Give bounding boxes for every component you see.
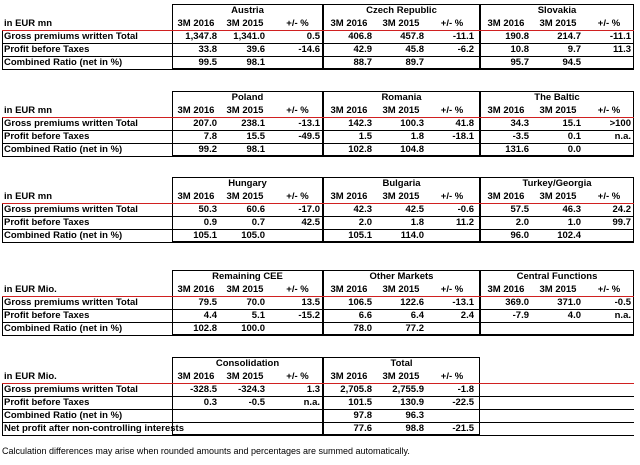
table-cell: 105.0 xyxy=(241,230,265,241)
table-cell: 102.4 xyxy=(557,230,581,241)
region-box xyxy=(480,270,634,335)
column-header: +/- % xyxy=(440,284,464,295)
grid-line xyxy=(2,156,634,157)
grid-line xyxy=(2,143,634,144)
table-cell: 78.0 xyxy=(353,323,372,334)
unit-label: in EUR mn xyxy=(4,191,53,202)
table-cell: 45.8 xyxy=(405,44,424,55)
table-cell: 131.6 xyxy=(505,144,529,155)
row-label: Combined Ratio (net in %) xyxy=(4,230,123,241)
table-cell: 0.1 xyxy=(567,131,581,142)
grid-line xyxy=(2,242,634,243)
table-cell: 60.6 xyxy=(246,204,265,215)
table-cell: 190.8 xyxy=(505,31,529,42)
column-header: +/- % xyxy=(286,105,309,116)
table-cell: 99.7 xyxy=(612,217,631,228)
row-label: Gross premiums written Total xyxy=(4,384,138,395)
column-header: 3M 2015 xyxy=(382,284,420,295)
column-header: +/- % xyxy=(597,105,621,116)
table-cell: 102.8 xyxy=(348,144,372,155)
table-cell: 99.5 xyxy=(198,57,217,68)
table-cell: 371.0 xyxy=(557,297,581,308)
column-header: +/- % xyxy=(440,191,464,202)
region-title: Austria xyxy=(231,5,264,16)
region-box xyxy=(323,91,480,156)
table-cell: n.a. xyxy=(614,310,631,321)
region-box xyxy=(323,270,480,335)
table-cell: 39.6 xyxy=(246,44,265,55)
column-header: +/- % xyxy=(597,191,621,202)
table-cell: 100.3 xyxy=(400,118,424,129)
region-title: Consolidation xyxy=(215,358,280,369)
table-cell: 9.7 xyxy=(567,44,581,55)
table-cell: -15.2 xyxy=(298,310,320,321)
table-cell: 0.9 xyxy=(203,217,217,228)
table-cell: 130.9 xyxy=(400,397,424,408)
header-underline xyxy=(2,203,634,204)
table-cell: -324.3 xyxy=(238,384,265,395)
column-header: 3M 2015 xyxy=(382,191,420,202)
grid-line xyxy=(2,435,634,436)
table-cell: n.a. xyxy=(303,397,320,408)
table-cell: 100.0 xyxy=(241,323,265,334)
column-header: 3M 2016 xyxy=(487,18,525,29)
table-block xyxy=(2,357,634,435)
column-header: 3M 2016 xyxy=(177,284,215,295)
column-header: 3M 2015 xyxy=(226,371,264,382)
table-cell: 96.0 xyxy=(510,230,529,241)
table-cell: 57.5 xyxy=(510,204,529,215)
column-header: 3M 2015 xyxy=(226,191,264,202)
grid-line xyxy=(2,396,634,397)
column-header: 3M 2015 xyxy=(226,105,264,116)
column-header: 3M 2015 xyxy=(226,18,264,29)
column-header: 3M 2015 xyxy=(539,105,577,116)
table-cell: -6.2 xyxy=(457,44,474,55)
column-header: 3M 2016 xyxy=(330,191,368,202)
table-cell: 0.0 xyxy=(567,144,581,155)
table-cell: 0.5 xyxy=(306,31,320,42)
table-cell: 42.9 xyxy=(353,44,372,55)
region-box xyxy=(480,91,634,156)
table-cell: 46.3 xyxy=(562,204,581,215)
region-box xyxy=(172,177,323,242)
table-cell: 5.1 xyxy=(251,310,265,321)
table-cell: 1,347.8 xyxy=(185,31,217,42)
column-header: +/- % xyxy=(286,284,309,295)
table-cell: -11.1 xyxy=(609,31,631,42)
column-header: 3M 2015 xyxy=(539,284,577,295)
row-label: Gross premiums written Total xyxy=(4,31,138,42)
row-label: Combined Ratio (net in %) xyxy=(4,57,123,68)
table-cell: -21.5 xyxy=(452,423,474,434)
table-cell: -328.5 xyxy=(190,384,217,395)
grid-line xyxy=(2,422,634,423)
grid-line xyxy=(2,229,634,230)
table-cell: 106.5 xyxy=(348,297,372,308)
region-title: Romania xyxy=(381,92,422,103)
region-title: Other Markets xyxy=(369,271,434,282)
table-cell: n.a. xyxy=(614,131,631,142)
column-header: 3M 2016 xyxy=(177,105,215,116)
column-header: +/- % xyxy=(286,18,309,29)
table-cell: 11.3 xyxy=(613,44,631,55)
column-header: 3M 2016 xyxy=(330,284,368,295)
grid-line xyxy=(2,335,634,336)
table-cell: 0.3 xyxy=(203,397,217,408)
table-cell: 2.0 xyxy=(515,217,529,228)
column-header: +/- % xyxy=(597,18,621,29)
table-cell: -14.6 xyxy=(298,44,320,55)
row-label: Profit before Taxes xyxy=(4,44,90,55)
row-label: Net profit after non-controlling interests xyxy=(4,423,184,434)
row-label: Combined Ratio (net in %) xyxy=(4,323,123,334)
column-header: 3M 2015 xyxy=(382,371,420,382)
row-label: Gross premiums written Total xyxy=(4,297,138,308)
table-cell: 114.0 xyxy=(400,230,424,241)
region-title: Central Functions xyxy=(516,271,598,282)
grid-line xyxy=(2,130,634,131)
table-cell: 0.7 xyxy=(251,217,265,228)
region-box xyxy=(323,177,480,242)
table-cell: 98.1 xyxy=(246,144,265,155)
row-label: Gross premiums written Total xyxy=(4,204,138,215)
table-cell: 1.0 xyxy=(567,217,581,228)
grid-line xyxy=(2,296,3,335)
table-cell: 77.6 xyxy=(353,423,372,434)
grid-line xyxy=(2,322,634,323)
region-box xyxy=(172,270,323,335)
column-header: 3M 2015 xyxy=(226,284,264,295)
column-header: +/- % xyxy=(440,371,464,382)
header-underline xyxy=(2,30,634,31)
grid-line xyxy=(2,216,634,217)
column-header: +/- % xyxy=(440,18,464,29)
column-header: 3M 2016 xyxy=(487,284,525,295)
table-cell: 6.6 xyxy=(358,310,372,321)
table-cell: -13.1 xyxy=(452,297,474,308)
table-cell: -1.8 xyxy=(457,384,474,395)
table-cell: 207.0 xyxy=(193,118,217,129)
table-cell: 98.8 xyxy=(405,423,424,434)
table-cell: 142.3 xyxy=(348,118,372,129)
table-cell: 97.8 xyxy=(353,410,372,421)
table-cell: 50.3 xyxy=(198,204,217,215)
table-cell: 406.8 xyxy=(348,31,372,42)
table-cell: 122.6 xyxy=(400,297,424,308)
column-header: +/- % xyxy=(597,284,621,295)
unit-label: in EUR Mio. xyxy=(4,371,57,382)
region-box xyxy=(172,91,323,156)
grid-line xyxy=(2,43,634,44)
table-cell: -18.1 xyxy=(452,131,474,142)
table-block xyxy=(2,270,634,335)
grid-line xyxy=(2,383,3,435)
table-cell: 4.4 xyxy=(203,310,217,321)
row-label: Combined Ratio (net in %) xyxy=(4,410,123,421)
column-header: 3M 2016 xyxy=(487,105,525,116)
table-cell: -0.6 xyxy=(457,204,474,215)
grid-line xyxy=(2,117,3,156)
table-cell: -11.1 xyxy=(452,31,474,42)
column-header: 3M 2016 xyxy=(330,371,368,382)
table-block xyxy=(2,4,634,69)
table-cell: 96.3 xyxy=(405,410,424,421)
table-cell: 34.3 xyxy=(510,118,529,129)
table-block xyxy=(2,91,634,156)
table-cell: 79.5 xyxy=(198,297,217,308)
table-cell: 1,341.0 xyxy=(233,31,265,42)
table-cell: 2,755.9 xyxy=(392,384,424,395)
table-cell: -0.5 xyxy=(248,397,265,408)
region-title: Remaining CEE xyxy=(212,271,283,282)
region-title: Total xyxy=(390,358,413,369)
row-label: Combined Ratio (net in %) xyxy=(4,144,123,155)
unit-label: in EUR mn xyxy=(4,18,53,29)
table-cell: 33.8 xyxy=(198,44,217,55)
header-underline xyxy=(2,296,634,297)
region-title: Czech Republic xyxy=(366,5,437,16)
table-cell: 105.1 xyxy=(348,230,372,241)
region-box xyxy=(323,4,480,69)
table-cell: 77.2 xyxy=(405,323,424,334)
table-cell: 15.5 xyxy=(246,131,265,142)
table-cell: 24.2 xyxy=(612,204,631,215)
column-header: 3M 2015 xyxy=(539,18,577,29)
table-cell: 41.8 xyxy=(455,118,474,129)
region-box xyxy=(480,4,634,69)
region-title: Slovakia xyxy=(537,5,577,16)
table-cell: 99.2 xyxy=(198,144,217,155)
column-header: +/- % xyxy=(440,105,464,116)
column-header: +/- % xyxy=(286,191,309,202)
row-label: Profit before Taxes xyxy=(4,217,90,228)
table-cell: 15.1 xyxy=(562,118,581,129)
column-header: 3M 2015 xyxy=(382,18,420,29)
column-header: 3M 2016 xyxy=(177,191,215,202)
table-cell: 42.5 xyxy=(405,204,424,215)
table-cell: 6.4 xyxy=(410,310,424,321)
table-cell: 13.5 xyxy=(301,297,320,308)
region-box xyxy=(480,177,634,242)
table-cell: >100 xyxy=(609,118,631,129)
table-cell: 104.8 xyxy=(400,144,424,155)
table-cell: 42.3 xyxy=(353,204,372,215)
table-cell: 11.2 xyxy=(456,217,474,228)
table-cell: 2.0 xyxy=(358,217,372,228)
table-cell: 1.5 xyxy=(358,131,372,142)
table-cell: 42.5 xyxy=(301,217,320,228)
row-label: Profit before Taxes xyxy=(4,131,90,142)
row-label: Profit before Taxes xyxy=(4,397,90,408)
column-header: 3M 2016 xyxy=(177,371,215,382)
row-label: Profit before Taxes xyxy=(4,310,90,321)
table-cell: -7.9 xyxy=(512,310,529,321)
table-cell: -22.5 xyxy=(452,397,474,408)
table-cell: -49.5 xyxy=(298,131,320,142)
grid-line xyxy=(2,30,3,69)
header-underline xyxy=(2,117,634,118)
table-cell: -3.5 xyxy=(512,131,529,142)
region-title: Bulgaria xyxy=(382,178,421,189)
column-header: 3M 2015 xyxy=(539,191,577,202)
table-cell: -17.0 xyxy=(298,204,320,215)
footnote: Calculation differences may arise when rounded amounts and percentages are summed automatically. xyxy=(2,446,410,456)
table-cell: 105.1 xyxy=(193,230,217,241)
table-cell: 70.0 xyxy=(246,297,265,308)
grid-line xyxy=(2,56,634,57)
table-cell: -13.1 xyxy=(298,118,320,129)
region-title: Poland xyxy=(231,92,264,103)
column-header: 3M 2016 xyxy=(177,18,215,29)
table-cell: 214.7 xyxy=(557,31,581,42)
table-cell: 94.5 xyxy=(562,57,581,68)
column-header: 3M 2016 xyxy=(487,191,525,202)
table-cell: 89.7 xyxy=(405,57,424,68)
column-header: 3M 2016 xyxy=(330,18,368,29)
table-cell: 2.4 xyxy=(460,310,474,321)
table-cell: 7.8 xyxy=(203,131,217,142)
region-title: The Baltic xyxy=(534,92,580,103)
table-cell: 101.5 xyxy=(348,397,372,408)
table-cell: -0.5 xyxy=(614,297,631,308)
table-cell: 88.7 xyxy=(353,57,372,68)
table-cell: 1.8 xyxy=(410,131,424,142)
table-cell: 1.3 xyxy=(306,384,320,395)
region-box xyxy=(172,4,323,69)
column-header: +/- % xyxy=(286,371,309,382)
region-title: Hungary xyxy=(228,178,267,189)
row-label: Gross premiums written Total xyxy=(4,118,138,129)
grid-line xyxy=(2,409,634,410)
unit-label: in EUR Mio. xyxy=(4,284,57,295)
table-cell: 2,705.8 xyxy=(340,384,372,395)
column-header: 3M 2015 xyxy=(382,105,420,116)
grid-line xyxy=(2,309,634,310)
table-cell: 1.8 xyxy=(410,217,424,228)
table-cell: 95.7 xyxy=(510,57,529,68)
header-underline xyxy=(2,383,634,384)
grid-line xyxy=(2,203,3,242)
table-cell: 238.1 xyxy=(241,118,265,129)
region-title: Turkey/Georgia xyxy=(522,178,592,189)
table-cell: 4.0 xyxy=(567,310,581,321)
table-cell: 457.8 xyxy=(400,31,424,42)
table-block xyxy=(2,177,634,242)
column-header: 3M 2016 xyxy=(330,105,368,116)
unit-label: in EUR mn xyxy=(4,105,53,116)
table-cell: 10.8 xyxy=(510,44,529,55)
table-cell: 102.8 xyxy=(193,323,217,334)
table-cell: 98.1 xyxy=(246,57,265,68)
table-cell: 369.0 xyxy=(505,297,529,308)
grid-line xyxy=(2,69,634,70)
